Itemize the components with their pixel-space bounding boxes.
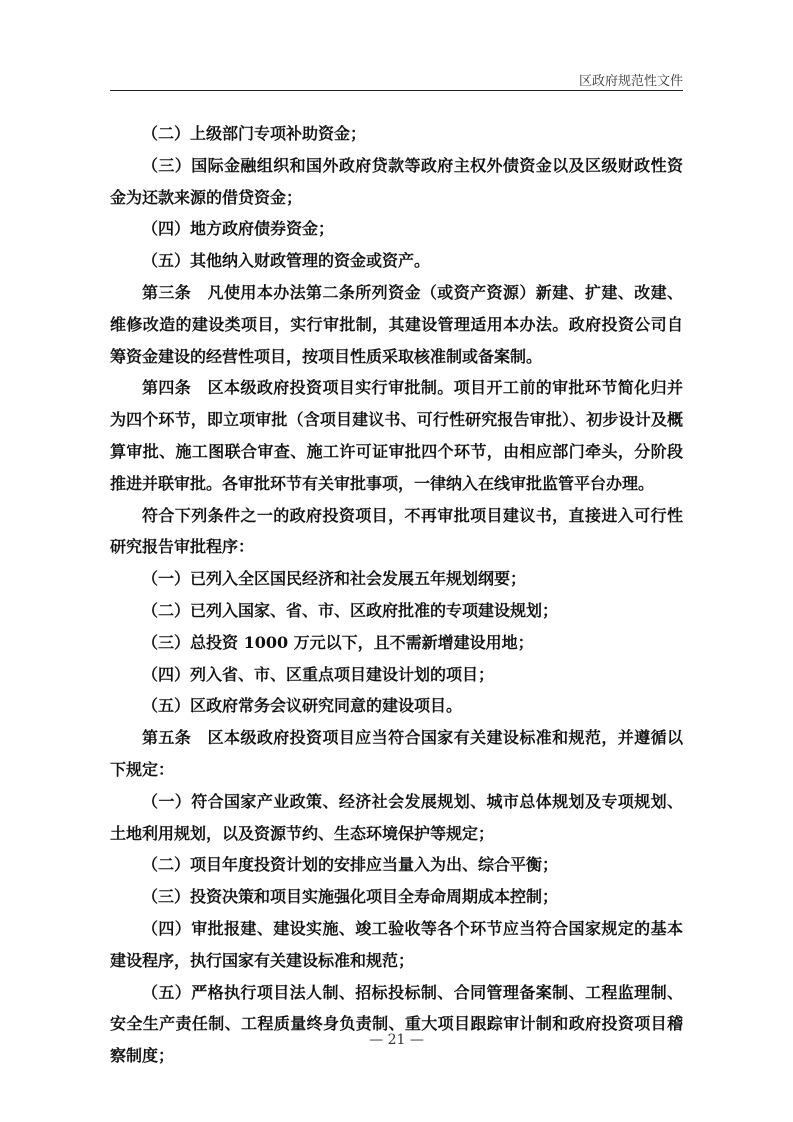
- paragraph: （四）列入省、市、区重点项目建设计划的项目；: [142, 664, 495, 684]
- paragraph: （二）项目年度投资计划的安排应当量入为出、综合平衡；: [142, 855, 559, 875]
- header-label: 区政府规范性文件: [578, 74, 683, 89]
- paragraph: （三）投资决策和项目实施强化项目全寿命周期成本控制；: [142, 887, 559, 907]
- document-body: [110, 118, 683, 1072]
- article-three: 第三条 凡使用本办法第二条所列资金（或资产资源）新建、扩建、改建、维修改造的建设类项目，实行审批制，其建设管理适用本办法。政府投资公司自筹资金建设的经营性项目，按项目性质采取核准制或备案制。: [110, 282, 683, 366]
- page-number: — 21 —: [369, 1032, 424, 1048]
- paragraph: （五）严格执行项目法人制、招标投标制、合同管理备案制、工程监理制、安全生产责任制、工程质量终身负责制、重大项目跟踪审计制和政府投资项目稽察制度；: [110, 982, 683, 1066]
- paragraph: （五）其他纳入财政管理的资金或资产。: [142, 251, 431, 271]
- paragraph: （二）已列入国家、省、市、区政府批准的专项建设规划；: [142, 600, 559, 620]
- paragraph: （二）上级部门专项补助资金；: [142, 124, 367, 143]
- paragraph: （一）已列入全区国民经济和社会发展五年规划纲要；: [142, 569, 527, 589]
- paragraph: （四）地方政府债券资金；: [142, 219, 335, 239]
- paragraph: （四）审批报建、建设实施、竣工验收等各个环节应当符合国家规定的基本建设程序，执行国家有关建设标准和规范；: [110, 918, 683, 970]
- paragraph: （一）符合国家产业政策、经济社会发展规划、城市总体规划及专项规划、土地利用规划，以及资源节约、生态环境保护等规定；: [110, 791, 683, 843]
- paragraph: 符合下列条件之一的政府投资项目，不再审批项目建议书，直接进入可行性研究报告审批程序：: [110, 505, 683, 557]
- paragraph: （三）国际金融组织和国外政府贷款等政府主权外债资金以及区级财政性资金为还款来源的借贷资金；: [110, 155, 683, 207]
- page-header: [110, 68, 683, 91]
- article-four: 第四条 区本级政府投资项目实行审批制。项目开工前的审批环节简化归并为四个环节，即立项审批（含项目建议书、可行性研究报告审批）、初步设计及概算审批、施工图联合审查、施工许可证审批四个环节，由相应部门牵头，分阶段推进并联审批。各审批环节有关审批事项，一律纳入在线审批监管平台办理。: [110, 378, 683, 493]
- paragraph: （五）区政府常务会议研究同意的建设项目。: [142, 696, 463, 716]
- article-five: 第五条 区本级政府投资项目应当符合国家有关建设标准和规范，并遵循以下规定：: [110, 728, 683, 779]
- paragraph: （三）总投资 1000 万元以下，且不需新增建设用地；: [142, 632, 534, 652]
